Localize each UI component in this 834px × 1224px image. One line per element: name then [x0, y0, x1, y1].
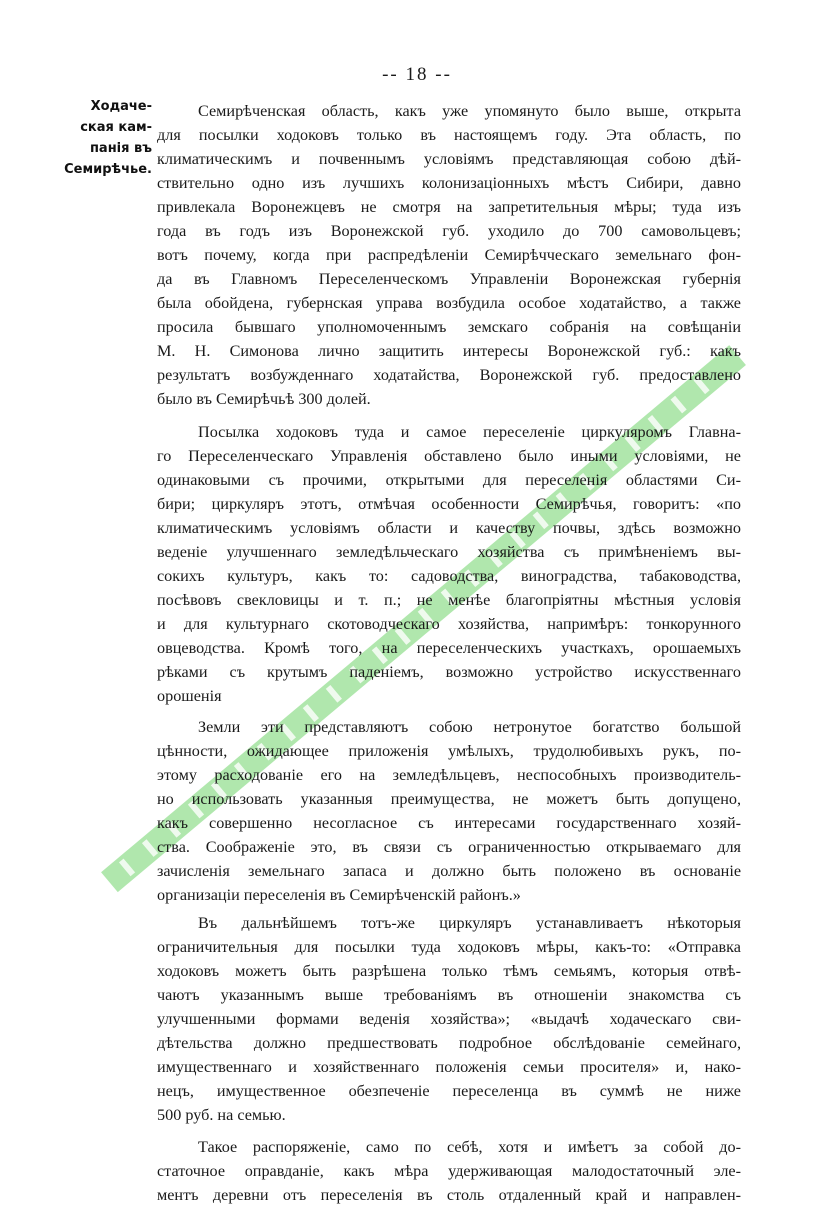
- margin-note-line: панія въ: [89, 141, 152, 156]
- text-line: да въ Главномъ Переселенческомъ Управленіи Воронежская губернія: [157, 270, 741, 288]
- text-line: бири; циркуляръ этотъ, отмѣчая особенности Семирѣчья, говоритъ: «по: [157, 495, 741, 513]
- text-line: имущественнаго и хозяйственнаго положенія семьи просителя» и, нако-: [157, 1058, 741, 1076]
- text-line: какъ совершенно несогласное съ интересами государственнаго хозяй-: [157, 814, 741, 832]
- margin-note-line: ская кам-: [80, 120, 152, 135]
- text-line: М. Н. Симонова лично защитить интересы Воронежской губ.: какъ: [157, 342, 741, 360]
- text-line: результатъ возбужденнаго ходатайства, Воронежской губ. предоставлено: [157, 366, 741, 384]
- margin-note-line: Семирѣчье.: [64, 162, 152, 177]
- margin-note-line: Ходаче-: [90, 99, 152, 114]
- text-line: улучшенными формами веденія хозяйства»; «выдачѣ ходаческаго сви-: [157, 1010, 741, 1028]
- text-line: веденіе улучшеннаго земледѣльческаго хозяйства съ примѣненіемъ вы-: [157, 543, 741, 561]
- text-line: зачисленія земельнаго запаса и должно быть положено въ основаніе: [157, 862, 741, 880]
- text-line: организаціи переселенія въ Семирѣченскій районъ.»: [157, 886, 521, 904]
- text-line: Семирѣченская область, какъ уже упомянуто было выше, открыта: [198, 102, 741, 120]
- text-line: чаютъ указаннымъ выше требованіямъ въ отношеніи знакомства съ: [157, 986, 741, 1004]
- text-line: одинаковыми съ прочими, открытыми для переселенія областями Си-: [157, 471, 741, 489]
- text-line: климатическимъ и почвеннымъ условіямъ представляющая собою дѣй-: [157, 150, 741, 168]
- text-line: орошенія: [157, 687, 222, 705]
- text-line: цѣнности, ожидающее приложенія умѣлыхъ, трудолюбивыхъ рукъ, по-: [157, 742, 741, 760]
- text-line: посѣвовъ свекловицы и т. п.; не менѣе благопріятны мѣстныя условія: [157, 591, 741, 609]
- text-line: дѣтельства должно предшествовать подробное обслѣдованіе семейнаго,: [157, 1034, 741, 1052]
- text-line: Земли эти представляютъ собою нетронутое богатство большой: [198, 718, 741, 736]
- text-line: этому расходованіе его на земледѣльцевъ, неспособныхъ производитель-: [157, 766, 741, 784]
- text-line: 500 руб. на семью.: [157, 1106, 286, 1124]
- text-line: рѣками съ крутымъ паденіемъ, возможно устройство искусственнаго: [157, 663, 741, 681]
- text-line: нецъ, имущественное обезпеченіе переселенца въ суммѣ не ниже: [157, 1082, 741, 1100]
- text-line: и для культурнаго скотоводческаго хозяйства, напримѣръ: тонкорунного: [157, 615, 741, 633]
- text-line: овцеводства. Кромѣ того, на переселенческихъ участкахъ, орошаемыхъ: [157, 639, 741, 657]
- text-line: была обойдена, губернская управа возбудила особое ходатайство, а также: [157, 294, 741, 312]
- text-line: года въ годъ изъ Воронежской губ. уходило до 700 самовольцевъ;: [157, 222, 741, 240]
- text-line: ментъ деревни отъ переселенія въ столь отдаленный край и направлен-: [157, 1186, 741, 1204]
- text-line: Такое распоряженіе, само по себѣ, хотя и имѣетъ за собой до-: [198, 1138, 741, 1156]
- page-number: -- 18 --: [382, 64, 452, 85]
- text-line: го Переселенческаго Управленія обставлено было иными условіями, не: [157, 447, 741, 465]
- text-line: Въ дальнѣйшемъ тотъ-же циркуляръ устанавливаетъ нѣкоторыя: [198, 914, 741, 932]
- text-line: статочное оправданіе, какъ мѣра удерживающая малодостаточный эле-: [157, 1162, 741, 1180]
- text-line: было въ Семирѣчьѣ 300 долей.: [157, 390, 371, 408]
- text-line: но использовать указанныя преимущества, не можетъ быть допущено,: [157, 790, 741, 808]
- text-line: климатическимъ условіямъ области и качеству почвы, здѣсь возможно: [157, 519, 741, 537]
- text-line: привлекала Воронежцевъ не смотря на запретительныя мѣры; туда изъ: [157, 198, 741, 216]
- text-line: ходоковъ можетъ быть разрѣшена только тѣмъ семьямъ, которыя отвѣ-: [157, 962, 741, 980]
- text-line: ства. Соображеніе это, въ связи съ ограниченностью открываемаго для: [157, 838, 741, 856]
- text-line: вотъ почему, когда при распредѣленіи Семирѣчческаго земельнаго фон-: [157, 246, 741, 264]
- text-line: просила бывшаго уполномоченнымъ земскаго собранія на совѣщаніи: [157, 318, 741, 336]
- text-line: сокихъ культуръ, какъ то: садоводства, виноградства, табаководства,: [157, 567, 741, 585]
- text-line: ствительно одно изъ лучшихъ колонизаціонныхъ мѣстъ Сибири, давно: [157, 174, 741, 192]
- text-line: Посылка ходоковъ туда и самое переселеніе циркуляромъ Главна-: [198, 423, 741, 441]
- margin-note: [60, 96, 152, 180]
- text-line: для посылки ходоковъ только въ настоящемъ году. Эта область, по: [157, 126, 741, 144]
- text-line: ограничительныя для посылки туда ходоковъ мѣры, какъ-то: «Отправка: [157, 938, 741, 956]
